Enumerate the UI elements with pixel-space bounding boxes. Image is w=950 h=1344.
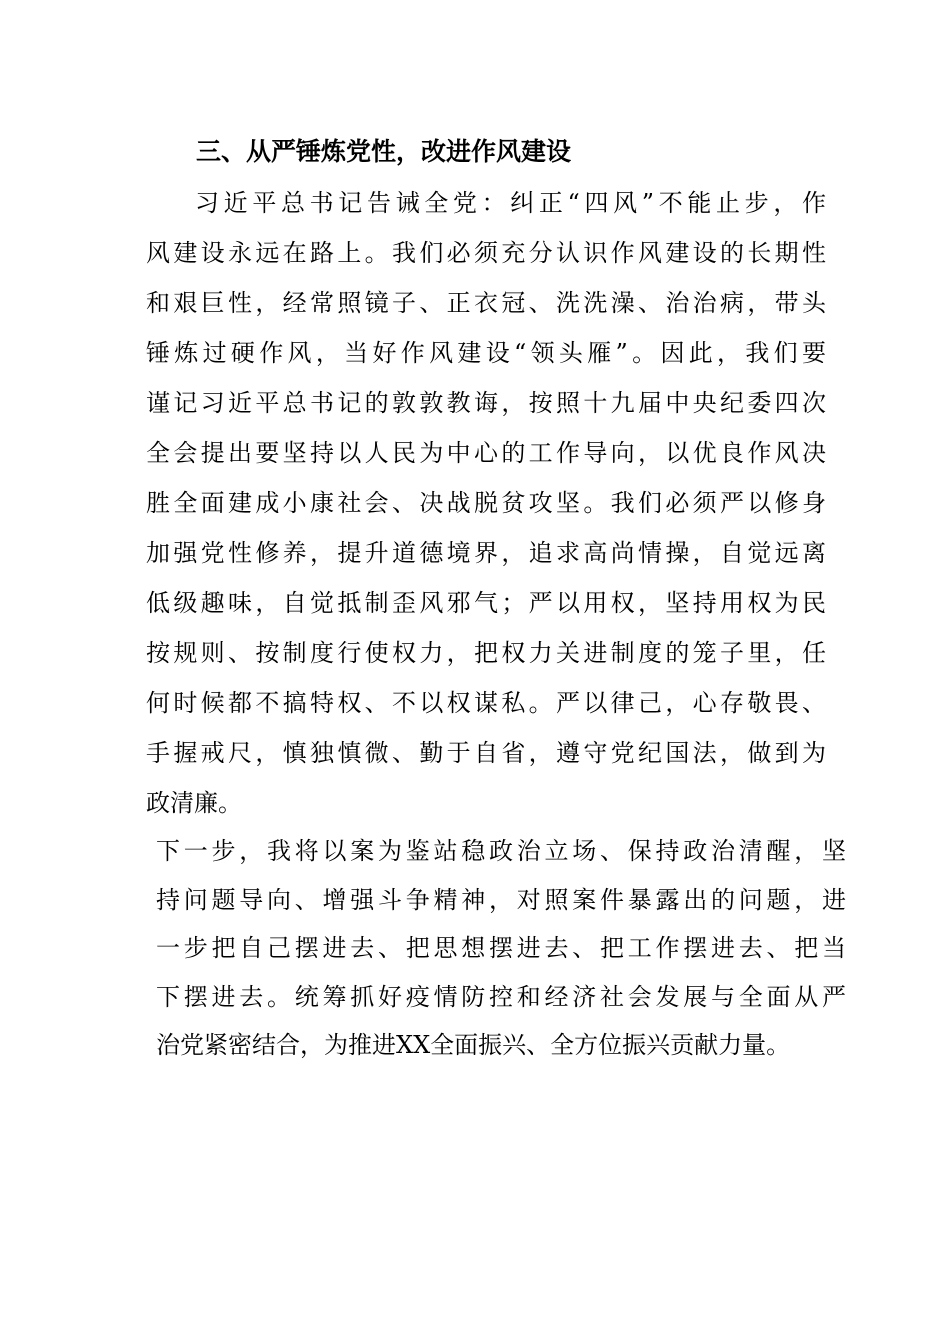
paragraph-line: 胜全面建成小康社会、决战脱贫攻坚。我们必须严以修身 [146, 489, 826, 517]
paragraph-2 [156, 827, 846, 1070]
paragraph-line: 下一步，我将以案为鉴站稳政治立场、保持政治清醒，坚 [156, 837, 846, 865]
paragraph-line: 谨记习近平总书记的敦敦教诲，按照十九届中央纪委四次 [146, 389, 826, 417]
paragraph-1 [146, 178, 826, 828]
paragraph-line: 手握戒尺，慎独慎微、勤于自省，遵守党纪国法，做到为 [146, 739, 826, 767]
paragraph-line: 习近平总书记告诫全党：纠正“四风”不能止步，作 [195, 189, 826, 217]
paragraph-line: 低级趣味，自觉抵制歪风邪气；严以用权，坚持用权为民 [146, 589, 826, 617]
paragraph-line: 治党紧密结合，为推进XX全面振兴、全方位振兴贡献力量。 [156, 1031, 791, 1059]
paragraph-line: 政清廉。 [146, 789, 242, 817]
paragraph-line: 全会提出要坚持以人民为中心的工作导向，以优良作风决 [146, 439, 826, 467]
paragraph-line: 下摆进去。统筹抓好疫情防控和经济社会发展与全面从严 [156, 982, 846, 1011]
section-heading: 三、从严锤炼党性，改进作风建设 [196, 137, 572, 166]
paragraph-line: 持问题导向、增强斗争精神，对照案件暴露出的问题，进 [156, 885, 846, 914]
paragraph-line: 和艰巨性，经常照镜子、正衣冠、洗洗澡、治治病，带头 [146, 289, 826, 317]
paragraph-line: 一步把自己摆进去、把思想摆进去、把工作摆进去、把当 [156, 934, 846, 962]
paragraph-line: 风建设永远在路上。我们必须充分认识作风建设的长期性 [146, 239, 826, 267]
paragraph-line: 按规则、按制度行使权力，把权力关进制度的笼子里，任 [146, 639, 826, 667]
paragraph-line: 何时候都不搞特权、不以权谋私。严以律己，心存敬畏、 [146, 689, 826, 717]
paragraph-line: 加强党性修养，提升道德境界，追求高尚情操，自觉远离 [146, 539, 826, 567]
paragraph-line: 锤炼过硬作风，当好作风建设“领头雁”。因此，我们要 [146, 339, 826, 367]
